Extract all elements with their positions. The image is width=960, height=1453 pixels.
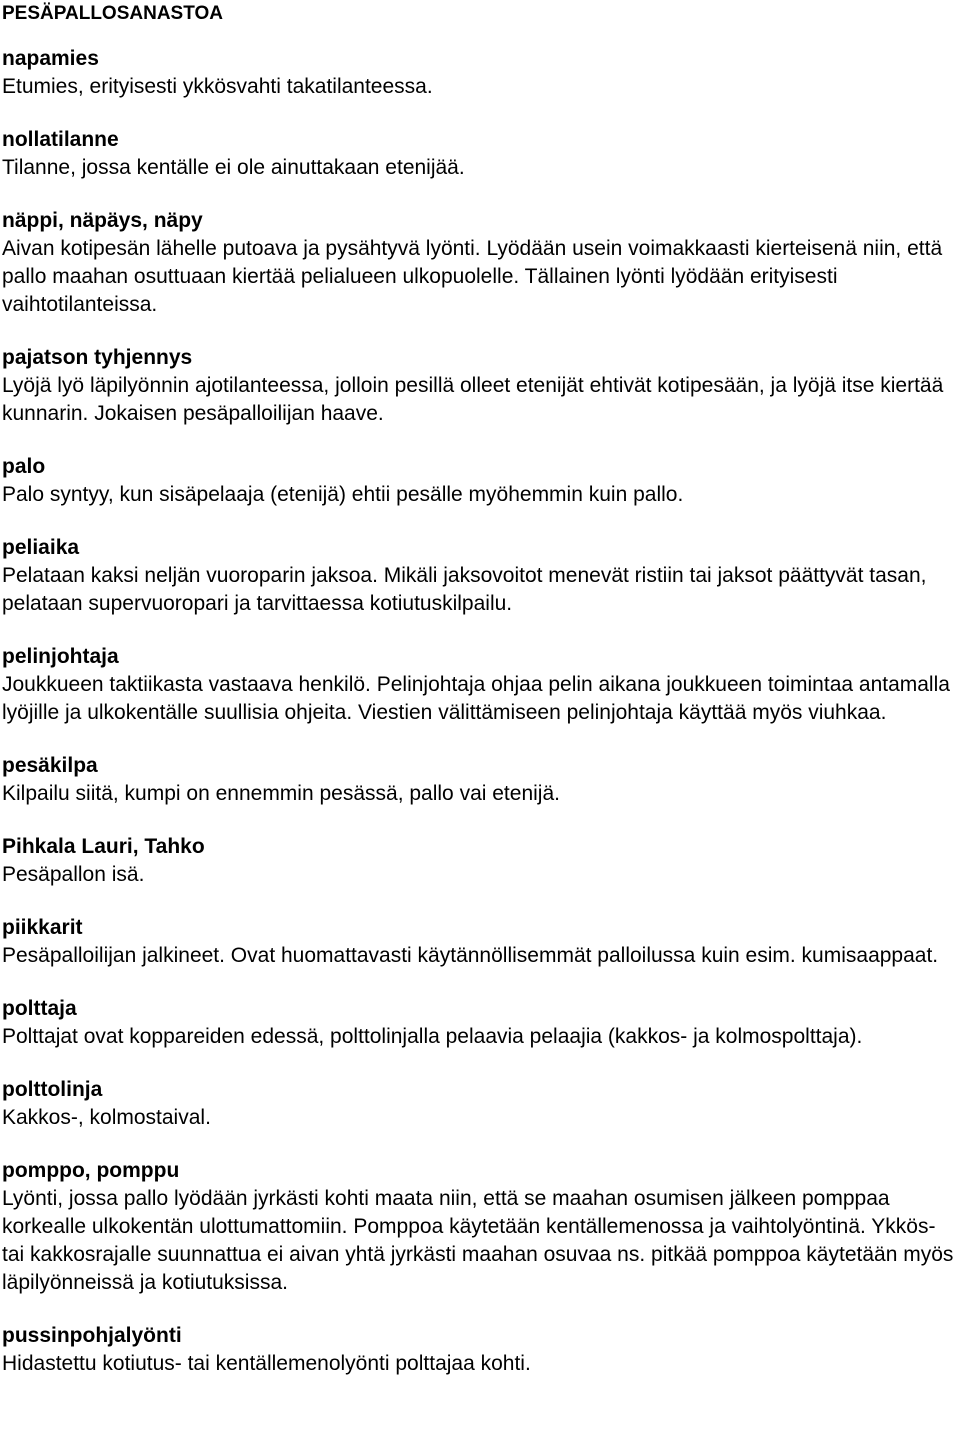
glossary-entry <box>2 752 958 808</box>
document-page <box>2 0 958 1378</box>
document-title: PESÄPALLOSANASTOA <box>2 3 223 24</box>
glossary-term: Pihkala Lauri, Tahko <box>2 835 205 858</box>
glossary-term: pajatson tyhjennys <box>2 346 193 369</box>
glossary-entry <box>2 995 958 1051</box>
glossary-term: pesäkilpa <box>2 754 98 777</box>
glossary-entry <box>2 914 958 970</box>
glossary-definition: Pelataan kaksi neljän vuoroparin jaksoa. Mikäli jaksovoitot menevät ristiin tai jaksot päättyvät tasan, pelataan supervuoropari ja tarvittaessa kotiutuskilpailu. <box>2 564 927 615</box>
glossary-term: palo <box>2 455 46 478</box>
glossary-definition: Aivan kotipesän lähelle putoava ja pysähtyvä lyönti. Lyödään usein voimakkaasti kierteisenä niin, että pallo maahan osuttuaan kiertää pelialueen ulkopuolelle. Tällainen lyönti lyödään erityisesti vaihtotilanteissa. <box>2 237 943 316</box>
glossary-term: polttolinja <box>2 1078 103 1101</box>
glossary-definition: Palo syntyy, kun sisäpelaaja (etenijä) ehtii pesälle myöhemmin kuin pallo. <box>2 483 684 506</box>
glossary-definition: Pesäpallon isä. <box>2 863 145 886</box>
glossary-term: pussinpohjalyönti <box>2 1324 182 1347</box>
glossary-definition: Hidastettu kotiutus- tai kentällemenolyönti polttajaa kohti. <box>2 1352 531 1375</box>
glossary-term: piikkarit <box>2 916 83 939</box>
glossary-entry <box>2 1322 958 1378</box>
glossary-definition: Kilpailu siitä, kumpi on ennemmin pesässä, pallo vai etenijä. <box>2 782 560 805</box>
glossary-entry <box>2 126 958 182</box>
glossary-entry <box>2 643 958 727</box>
glossary-entry <box>2 344 958 428</box>
glossary-term: näppi, näpäys, näpy <box>2 209 203 232</box>
glossary-list <box>2 45 958 1378</box>
glossary-entry <box>2 833 958 889</box>
glossary-entry <box>2 207 958 319</box>
glossary-entry <box>2 1076 958 1132</box>
glossary-entry <box>2 453 958 509</box>
glossary-entry <box>2 1157 958 1297</box>
glossary-entry <box>2 534 958 618</box>
glossary-entry <box>2 45 958 101</box>
glossary-definition: Kakkos-, kolmostaival. <box>2 1106 211 1129</box>
glossary-term: peliaika <box>2 536 80 559</box>
glossary-term: polttaja <box>2 997 77 1020</box>
glossary-term: napamies <box>2 47 99 70</box>
glossary-term: pomppo, pomppu <box>2 1159 180 1182</box>
glossary-definition: Pesäpalloilijan jalkineet. Ovat huomattavasti käytännöllisemmät palloilussa kuin esim. kumisaappaat. <box>2 944 939 967</box>
glossary-definition: Polttajat ovat koppareiden edessä, polttolinjalla pelaavia pelaajia (kakkos- ja kolmospolttaja). <box>2 1025 863 1048</box>
glossary-term: pelinjohtaja <box>2 645 119 668</box>
glossary-definition: Etumies, erityisesti ykkösvahti takatilanteessa. <box>2 75 433 98</box>
glossary-definition: Tilanne, jossa kentälle ei ole ainuttakaan etenijää. <box>2 156 465 179</box>
glossary-definition: Lyöjä lyö läpilyönnin ajotilanteessa, jolloin pesillä olleet etenijät ehtivät kotipesään, ja lyöjä itse kiertää kunnarin. Jokaisen pesäpalloilijan haave. <box>2 374 944 425</box>
glossary-term: nollatilanne <box>2 128 119 151</box>
glossary-definition: Joukkueen taktiikasta vastaava henkilö. Pelinjohtaja ohjaa pelin aikana joukkueen toimintaa antamalla lyöjille ja ulkokentälle suullisia ohjeita. Viestien välittämiseen pelinjohtaja käyttää myös viuhkaa. <box>2 673 950 724</box>
glossary-definition: Lyönti, jossa pallo lyödään jyrkästi kohti maata niin, että se maahan osumisen jälkeen pomppaa korkealle ulkokentän ulottumattomiin. Pomppoa käytetään kentällemenossa ja vaihtolyöntinä. Ykkös- tai kakkosrajalle suunnattua ei aivan yhtä jyrkästi maahan osuvaa ns. pitkää pomppoa käytetään myös läpilyönneissä ja kotiutuksissa. <box>2 1187 954 1294</box>
